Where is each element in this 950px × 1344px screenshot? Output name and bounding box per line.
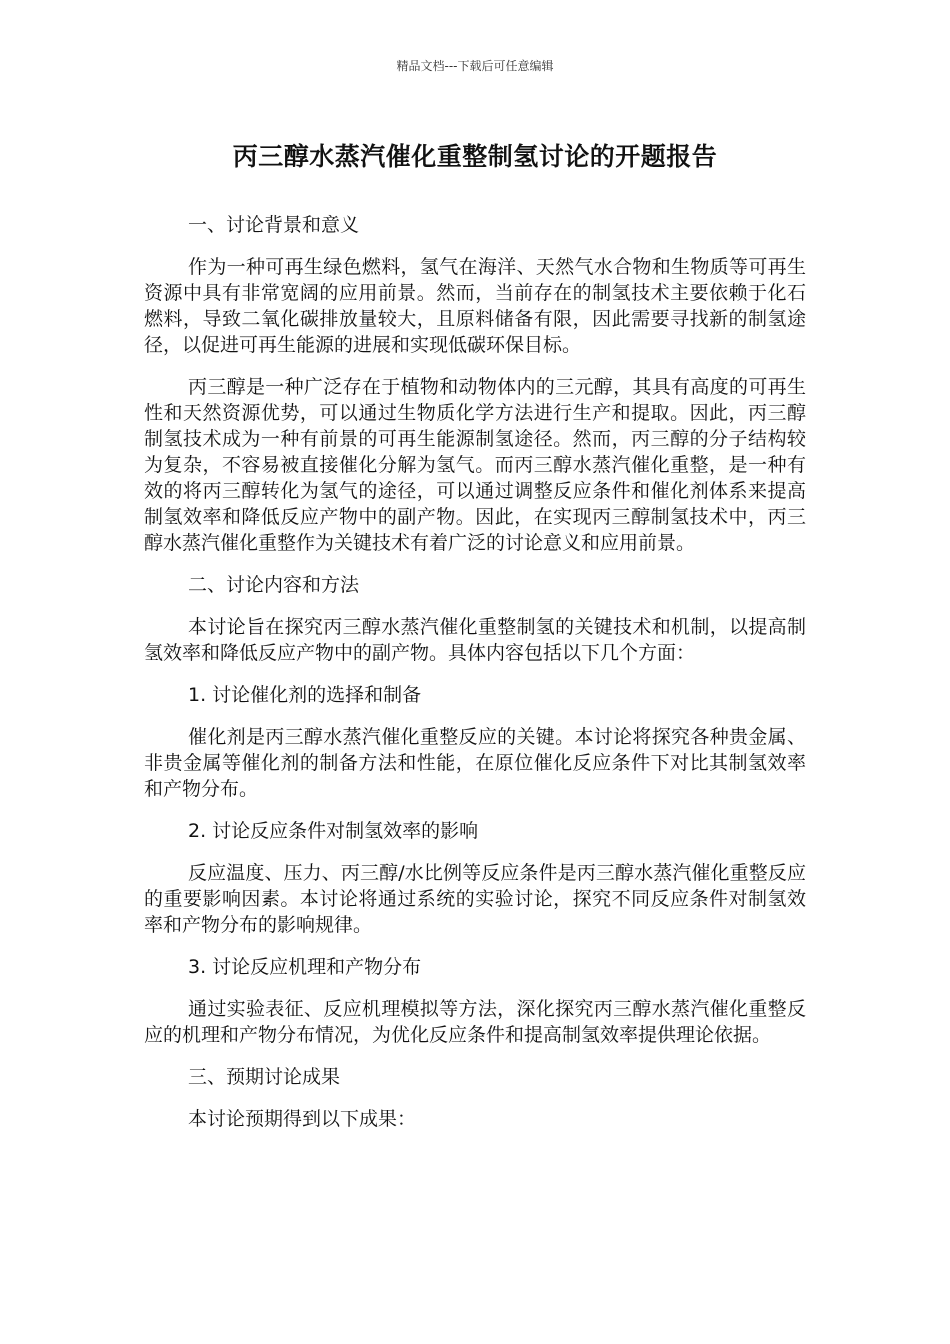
subheading-reaction-conditions: 2. 讨论反应条件对制氢效率的影响 — [188, 820, 479, 842]
section-heading-expected-results: 三、预期讨论成果 — [188, 1066, 341, 1088]
paragraph-glycerol-overview: 丙三醇是一种广泛存在于植物和动物体内的三元醇，其具有高度的可再生性和天然资源优势，可以通过生物质化学方法进行生产和提取。因此，丙三醇制氢技术成为一种有前景的可再生能源制氢途径。然而，丙三醇的分子结构较为复杂，不容易被直接催化分解为氢气。而丙三醇水蒸汽催化重整，是一种有效的将丙三醇转化为氢气的途径，可以通过调整反应条件和催化剂体系来提高制氢效率和降低反应产物中的副产物。因此，在实现丙三醇制氢技术中，丙三醇水蒸汽催化重整作为关键技术有着广泛的讨论意义和应用前景。 — [144, 376, 806, 554]
paragraph-mechanism: 通过实验表征、反应机理模拟等方法，深化探究丙三醇水蒸汽催化重整反应的机理和产物分布情况，为优化反应条件和提高制氢效率提供理论依据。 — [144, 998, 806, 1046]
subheading-mechanism: 3. 讨论反应机理和产物分布 — [188, 956, 422, 978]
section-heading-content-methods: 二、讨论内容和方法 — [188, 574, 360, 596]
paragraph-reaction-conditions: 反应温度、压力、丙三醇/水比例等反应条件是丙三醇水蒸汽催化重整反应的重要影响因素。本讨论将通过系统的实验讨论，探究不同反应条件对制氢效率和产物分布的影响规律。 — [144, 862, 806, 936]
paragraph-hydrogen-overview: 作为一种可再生绿色燃料，氢气在海洋、天然气水合物和生物质等可再生资源中具有非常宽阔的应用前景。然而，当前存在的制氢技术主要依赖于化石燃料，导致二氧化碳排放量较大，且原料储备有限，因此需要寻找新的制氢途径，以促进可再生能源的进展和实现低碳环保目标。 — [144, 256, 806, 356]
paragraph-catalyst: 催化剂是丙三醇水蒸汽催化重整反应的关键。本讨论将探究各种贵金属、非贵金属等催化剂的制备方法和性能，在原位催化反应条件下对比其制氢效率和产物分布。 — [144, 726, 806, 800]
paragraph-research-aim: 本讨论旨在探究丙三醇水蒸汽催化重整制氢的关键技术和机制，以提高制氢效率和降低反应产物中的副产物。具体内容包括以下几个方面： — [144, 616, 806, 664]
document-body — [144, 212, 806, 1148]
page-header-watermark: 精品文档---下载后可任意编辑 — [396, 59, 554, 73]
subheading-catalyst: 1. 讨论催化剂的选择和制备 — [188, 684, 422, 706]
document-title: 丙三醇水蒸汽催化重整制氢讨论的开题报告 — [232, 142, 718, 171]
paragraph-expected-results: 本讨论预期得到以下成果： — [188, 1108, 417, 1130]
section-heading-background: 一、讨论背景和意义 — [188, 214, 360, 236]
